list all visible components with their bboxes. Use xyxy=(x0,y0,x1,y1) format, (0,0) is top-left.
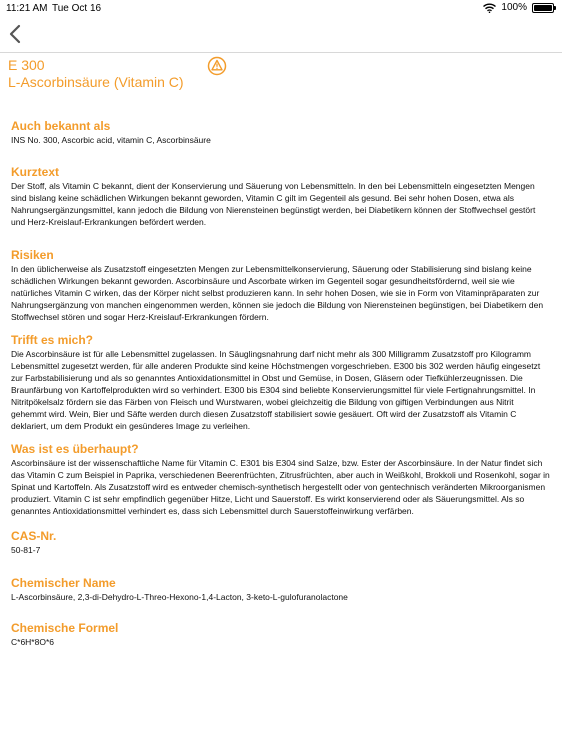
status-date: Tue Oct 16 xyxy=(52,3,102,14)
section-text: Ascorbinsäure ist der wissenschaftliche Name für Vitamin C. E301 bis E304 sind Salze, bzw. Ester der Ascorbinsäure. In der Natur findet sich das Vitamin C zum Beispiel in Paprika, verschiedenen Beerenfrüchten, Zitrusfrüchten, aber auch in Weißkohl, Brokkoli und Rosenkohl, sogar in Spinat und Kartoffeln. Als Zusatzstoff wird es entweder chemisch-synthetisch hergestellt oder von gentechnisch veränderten Mikroorganismen produziert. Vitamin C ist sehr empfindlich gegenüber Hitze, Licht und Sauerstoff. Es wirkt konservierend oder als Säuerungsmittel. Als so genanntes Antioxidationsmittel verhindert es, dass sich Lebensmittel durch Sauerstoffeinwirkung verfärben. xyxy=(11,458,550,516)
battery-fill xyxy=(534,5,552,11)
section-title: Was ist es überhaupt? xyxy=(11,442,139,456)
section-text: Die Ascorbinsäure ist für alle Lebensmittel zugelassen. In Säuglingsnahrung darf nicht mehr als 300 Milligramm Zusatzstoff pro Kilogramm Lebensmittel zugesetzt werden, für alle anderen Produkte sind keine Höchstmengen vorgeschrieben. E300 bis 302 werden häufig eingesetzt zur Farbstabilisierung und als so genanntes Antioxidationsmittel in Obst und Gemüse, in Dosen, Gläsern oder Tiefkühlerzeugnissen. Die Braunfärbung von Kartoffelprodukten wird so verhindert. E300 bis E304 sind beliebte Konservierungsmittel für viele Fertignahrungsmittel. In Nitritpökelsalz fördern sie das Färben von Fleisch und Wurstwaren, wobei gleichzeitig die Bildung von giftigen Verbindungen aus Nitrit gehemmt wird. Wein, Bier und Säfte werden durch diesen Zusatzstoff stabilisiert sowie gesäuert. Oft wird der Zusatzstoff als Vitamin C deklariert, um dem Produkt ein gesünderes Image zu verleihen. xyxy=(11,349,541,431)
section-title: Chemischer Name xyxy=(11,576,116,590)
status-right xyxy=(483,2,554,13)
section-what-is-it xyxy=(11,442,551,517)
additive-name: L-Ascorbinsäure (Vitamin C) xyxy=(8,74,184,90)
section-risks xyxy=(11,248,551,323)
battery-icon xyxy=(532,3,554,13)
section-text: L-Ascorbinsäure, 2,3-di-Dehydro-L-Threo-Hexono-1,4-Lacton, 3-keto-L-gulofuranolactone xyxy=(11,592,348,602)
section-title: Auch bekannt als xyxy=(11,119,111,133)
section-text: C*6H*8O*6 xyxy=(11,637,54,647)
section-chemical-name xyxy=(11,576,551,603)
detail-content xyxy=(11,119,551,648)
warning-triangle-icon xyxy=(207,56,227,76)
section-cas-number xyxy=(11,529,551,556)
section-summary xyxy=(11,165,551,228)
section-title: Kurztext xyxy=(11,165,60,179)
battery-percent: 100% xyxy=(501,2,527,13)
wifi-icon xyxy=(483,3,496,13)
status-bar xyxy=(0,0,562,18)
section-title: Trifft es mich? xyxy=(11,333,94,347)
section-affects-me xyxy=(11,333,551,432)
nav-bar xyxy=(0,18,562,53)
section-title: Risiken xyxy=(11,248,54,262)
additive-code: E 300 xyxy=(8,57,45,73)
additive-header xyxy=(8,57,184,91)
section-text: 50-81-7 xyxy=(11,545,41,555)
chevron-left-icon[interactable] xyxy=(4,22,28,46)
section-chemical-formula xyxy=(11,621,551,648)
section-text: In den üblicherweise als Zusatzstoff eingesetzten Mengen zur Lebensmittelkonservierung, Säuerung oder Stabilisierung sind bislang keine schädlichen Wirkungen bekannt geworden. Ascorbinsäure und Ascorbate wirken im Gegenteil sogar gesundheitsfördernd, weil sie wie natürliches Vitamin C wirken, das der Körper nicht selbst produzieren kann. In sehr hohen Dosen, wie sie in Form von Vitaminpräparaten zur Nahrungsergänzung von manchen eingenommen werden, können sie jedoch die Bildung von Nierensteinen begünstigen, bei Diabetikern den Stoffwechsel stören und sogar Herz-Kreislauf-Erkrankungen fördern. xyxy=(11,264,544,322)
section-text: INS No. 300, Ascorbic acid, vitamin C, Ascorbinsäure xyxy=(11,135,211,145)
section-aliases xyxy=(11,119,551,146)
status-time: 11:21 AM xyxy=(6,3,48,14)
section-title: Chemische Formel xyxy=(11,621,119,635)
section-title: CAS-Nr. xyxy=(11,529,57,543)
section-text: Der Stoff, als Vitamin C bekannt, dient der Konservierung und Säuerung von Lebensmitteln. In den bei Lebensmitteln eingesetzten Mengen sind bislang keine schädlichen Wirkungen bekannt geworden, Vitamin C gilt im Gegenteil als gesund. Bei sehr hohen Dosen, etwa als Nahrungsergänzungsmittel, kann jedoch die Bildung von Nierensteinen begünstigt werden, bei Diabetikern können der Stoffwechsel gestört und Herz-Kreislauf-Erkrankungen befördert werden. xyxy=(11,181,536,227)
